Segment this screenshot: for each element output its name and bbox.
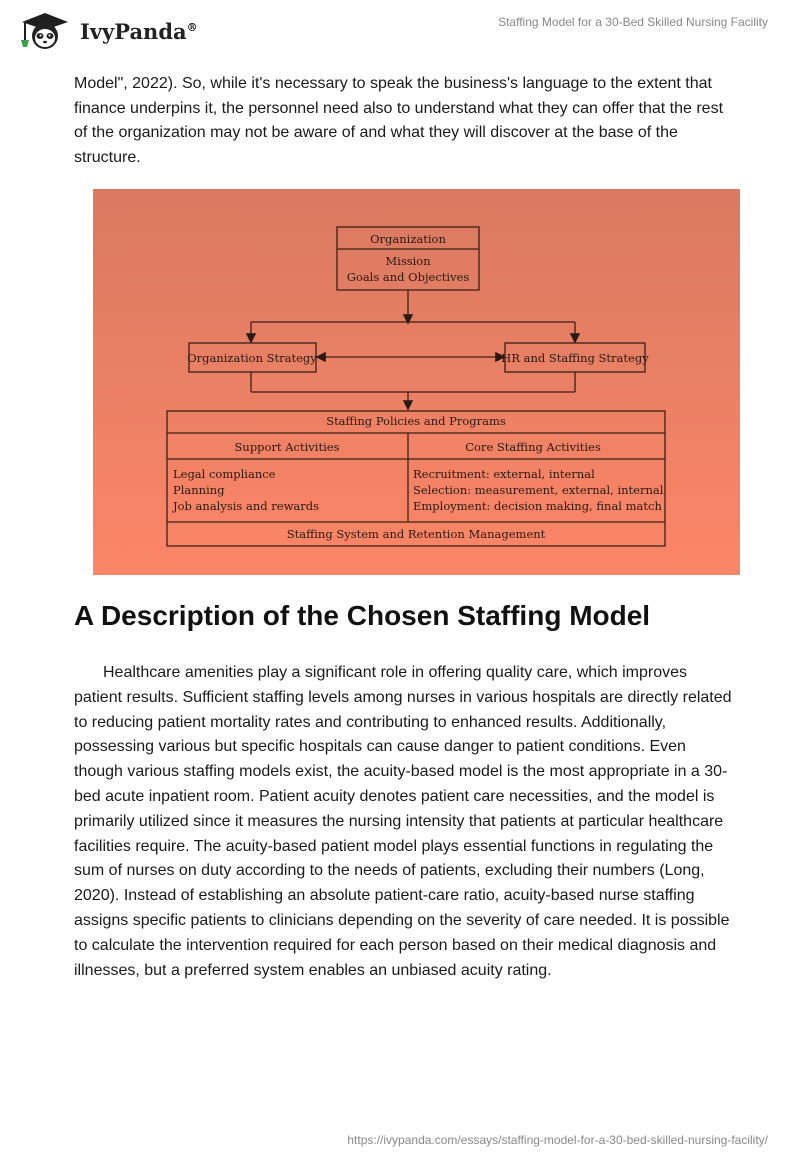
system-label: Staffing System and Retention Management [286,527,546,541]
support-item: Legal compliance [173,467,276,481]
core-activities-header: Core Staffing Activities [465,440,601,454]
footer-url[interactable]: https://ivypanda.com/essays/staffing-model-for-a-30-bed-skilled-nursing-facility/ [347,1133,768,1147]
org-strategy-label: Organization Strategy [187,351,317,365]
section-heading: A Description of the Chosen Staffing Model [74,600,651,631]
document-title: Staffing Model for a 30-Bed Skilled Nursing Facility [498,15,768,29]
body-paragraph: Healthcare amenities play a significant role in offering quality care, which improves patient results. Sufficient staffing levels among nurses in various hospitals are directly related to reducing patient mortality rates and contributing to enhanced results. Additionally, possessing various but specific hospitals can cause danger to patient conditions. Even though various staffing models exist, the acuity-based model is the most appropriate in a 30-bed acute inpatient room. Patient acuity denotes patient care necessities, and the model is primarily utilized since it measures the nursing intensity that patients at particular healthcare facilities require. The acuity-based patient model plays essential functions in regulating the sum of nurses on duty according to the needs of patients, excluding their numbers (Long, 2020). Instead of establishing an absolute patient-care ratio, acuity-based nurse staffing assigns specific patients to clinicians depending on the severity of care needed. It is possible to calculate the intervention required for each person based on their medical diagnosis and illnesses, but a preferred system enables an unbiased acuity rating. [74,664,732,979]
policies-label: Staffing Policies and Programs [326,414,506,428]
intro-paragraph: Model", 2022). So, while it's necessary to speak the business's language to the extent that finance underpins it, the personnel need also to understand what they can offer that the rest of the organization may not be aware of and what they will discover at the base of the structure. [74,75,724,167]
core-item: Employment: decision making, final match [413,499,662,513]
core-item: Recruitment: external, internal [413,467,595,481]
support-activities-header: Support Activities [234,440,340,454]
support-item: Planning [173,483,225,497]
core-item: Selection: measurement, external, internal [413,483,664,497]
organization-label: Organization [370,232,446,246]
support-item: Job analysis and rewards [173,499,320,513]
goals-label: Goals and Objectives [346,270,470,284]
mission-label: Mission [385,254,431,268]
ivypanda-logo[interactable] [16,10,198,50]
panda-graduate-icon [16,10,74,50]
staffing-model-diagram [93,189,740,575]
hr-strategy-label: HR and Staffing Strategy [501,351,649,365]
brand-name: IvyPanda® [80,18,198,44]
